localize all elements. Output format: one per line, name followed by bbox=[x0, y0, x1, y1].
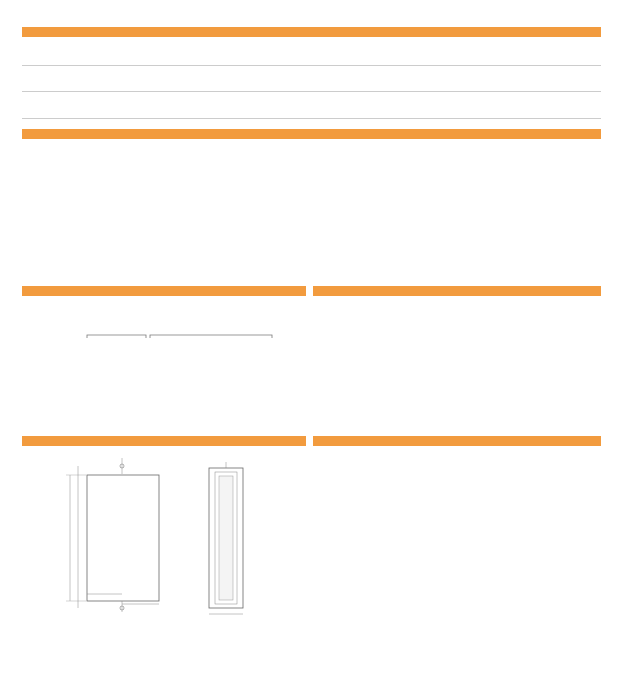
section-bar-microstep bbox=[313, 436, 601, 446]
